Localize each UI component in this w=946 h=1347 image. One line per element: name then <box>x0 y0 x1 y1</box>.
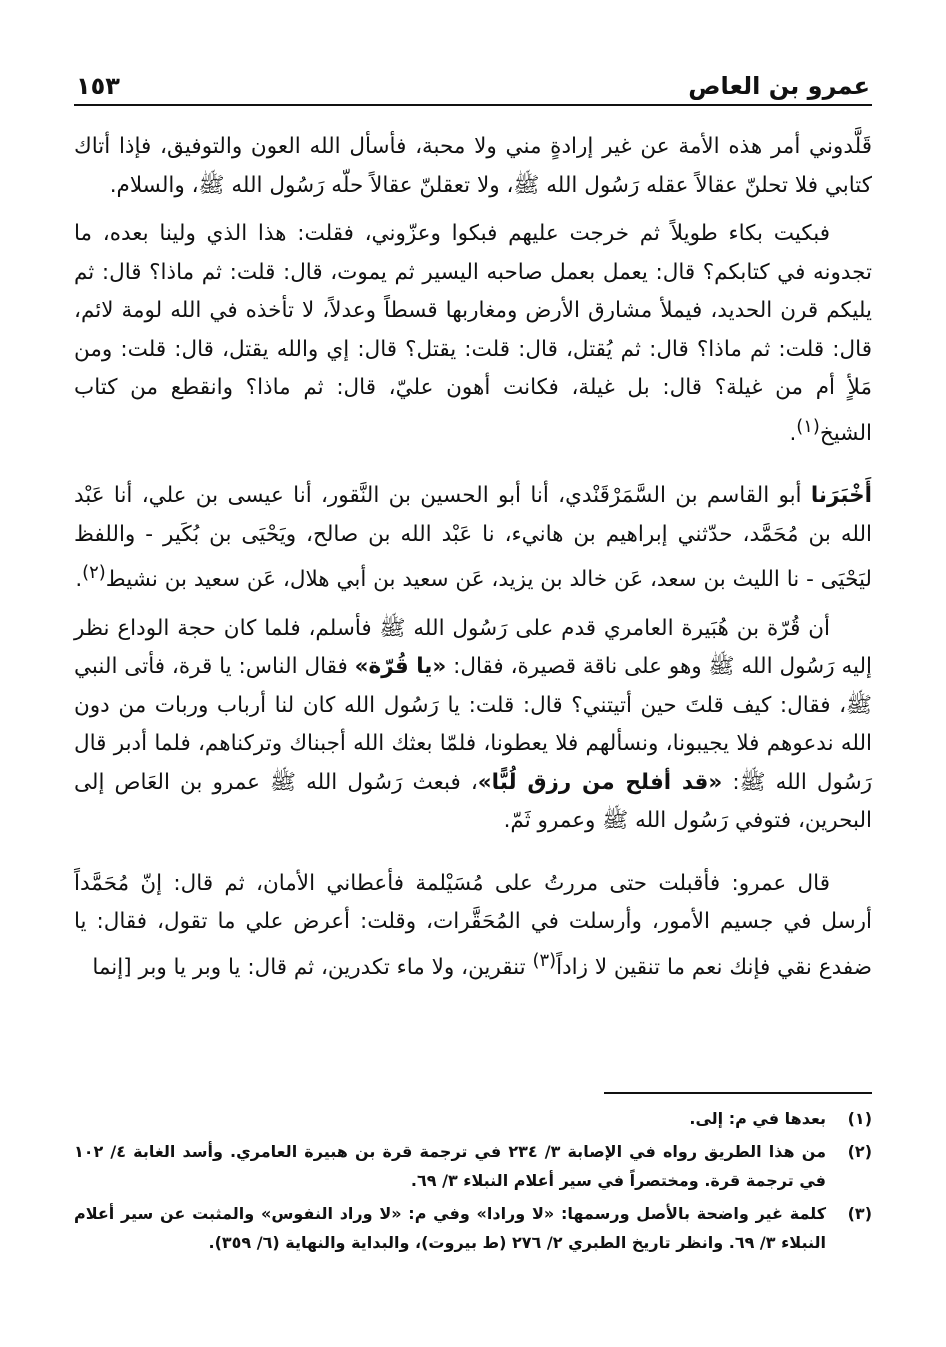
paragraph-text: قَلَّدوني أمر هذه الأمة عن غير إرادةٍ مني ولا محبة، فأسأل الله العون والتوفيق، فإذا أتاك كتابي فلا تحلنّ عقالاً عقله رَسُول الله ﷺ، ولا تعقلنّ عقالاً حلّه رَسُول الله ﷺ، والسلام. <box>74 134 872 198</box>
running-title: عمرو بن العاص <box>688 72 870 100</box>
footnote-ref: (١) <box>796 415 820 437</box>
paragraph-text: قال عمرو: فأقبلت حتى مررتُ على مُسَيْلمة فأعطاني الأمان، ثم قال: إنّ مُحَمَّداً أرسل في جسيم الأمور، وأرسلت في المُحَقَّرات، وقلت: أعرض علي ما تقول، فقال: يا ضفدع نقي فإنك نعم ما تنقين لا زاداً <box>74 870 872 980</box>
paragraph-end: . <box>789 420 797 446</box>
paragraph-text: تنقرين، ولا ماء تكدرين، ثم قال: يا وبر يا وبر [إنما <box>92 954 533 980</box>
hadith-quote: «قد أفلح من رزق لُبًّا» <box>477 769 723 795</box>
footnote-ref: (٣) <box>532 949 557 971</box>
running-header <box>76 62 870 102</box>
hadith-quote: «يا قُرّة» <box>354 654 447 680</box>
paragraph-5 <box>74 865 872 988</box>
footnote <box>74 1104 872 1133</box>
footnote-rule <box>604 1092 872 1094</box>
paragraph-4 <box>74 610 872 841</box>
paragraph-text: أن قُرّة بن هُبَيرة العامري قدم على رَسُول الله ﷺ فأسلم، فلما كان حجة الوداع نظر إليه رَسُول الله ﷺ وهو على ناقة قصيرة، فقال: <box>74 615 872 680</box>
paragraph-text: ، فبعث رَسُول الله ﷺ عمرو بن العَاص إلى البحرين، فتوفي رَسُول الله ﷺ وعمرو ثَمّ. <box>74 769 872 834</box>
footnote-text: بعدها في م: إلى. <box>689 1109 826 1128</box>
footnotes <box>74 1104 872 1261</box>
footnote-number: (٢) <box>847 1142 872 1161</box>
footnote-number: (٣) <box>847 1204 872 1223</box>
paragraph-3 <box>74 477 872 600</box>
paragraph-end: . <box>75 567 83 593</box>
footnote <box>74 1199 872 1257</box>
page-number: ١٥٣ <box>76 72 120 100</box>
footnote-text: كلمة غير واضحة بالأصل ورسمها: «لا ورادا» وفي م: «لا وراد النفوس» والمثبت عن سير أعلام النبلاء ٣/ ٦٩. وانظر تاريخ الطبري ٢/ ٢٧٦ (ط بيروت)، والبداية والنهاية (٦/ ٣٥٩). <box>74 1204 826 1252</box>
footnote-ref: (٢) <box>82 562 106 584</box>
footnote-number: (١) <box>847 1109 872 1128</box>
main-text <box>74 128 872 1011</box>
header-rule <box>74 104 872 106</box>
paragraph-text: أبو القاسم بن السَّمَرْقَنْدي، أنا أبو الحسين بن النَّقور، أنا عيسى بن علي، أنا عَبْد الله بن مُحَمَّد، حدّثني إبراهيم بن هانيء، نا عَبْد الله بن صالح، ويَحْيَى بن بُكَير - واللفظ ليَحْيَى - نا الليث بن سعد، عَن خالد بن يزيد، عَن سعيد بن أبي هلال، عَن سعيد بن نشيط <box>74 483 872 593</box>
footnote <box>74 1137 872 1195</box>
footnote-text: من هذا الطريق رواه في الإصابة ٣/ ٢٣٤ في ترجمة قرة بن هبيرة العامري. وأسد الغابة ٤/ ١٠٢ في ترجمة قرة. ومختصراً في سير أعلام النبلاء ٣/ ٦٩. <box>74 1142 826 1190</box>
isnad-lead: أَخْبَرَنا <box>810 483 872 509</box>
paragraph-1 <box>74 128 872 205</box>
paragraph-2 <box>74 215 872 453</box>
paragraph-text: فبكيت بكاء طويلاً ثم خرجت عليهم فبكوا وعزّوني، فقلت: هذا الذي ولينا بعده، ما تجدونه في كتابكم؟ قال: يعمل بعمل صاحبه اليسير ثم يموت، قال: قلت: ثم ماذا؟ قال: ثم يليكم قرن الحديد، فيملأ مشارق الأرض ومغاربها قسطاً وعدلاً، لا تأخذه في الله لومة لائم، قال: قلت: ثم ماذا؟ قال: ثم يُقتل، قال: قلت: يقتل؟ قال: إي والله يقتل، قال: قلت: ومن مَلأٍ أم من غيلة؟ قال: بل غيلة، فكانت أهون عليّ، قال: ثم ماذا؟ وانقطع من كتاب الشيخ <box>74 221 872 446</box>
paragraph-text: فقال الناس: يا قرة، فأتى النبي ﷺ، فقال: كيف قلتَ حين أتيتني؟ قال: قلت: يا رَسُول الله كان لنا أرباب وربات من دون الله ندعوهم فلا يجيبونا، ونسألهم فلا يعطونا، فلمّا بعثك الله أجبناك وتركناهم، فلما أدبر قال رَسُول الله ﷺ: <box>74 654 872 795</box>
